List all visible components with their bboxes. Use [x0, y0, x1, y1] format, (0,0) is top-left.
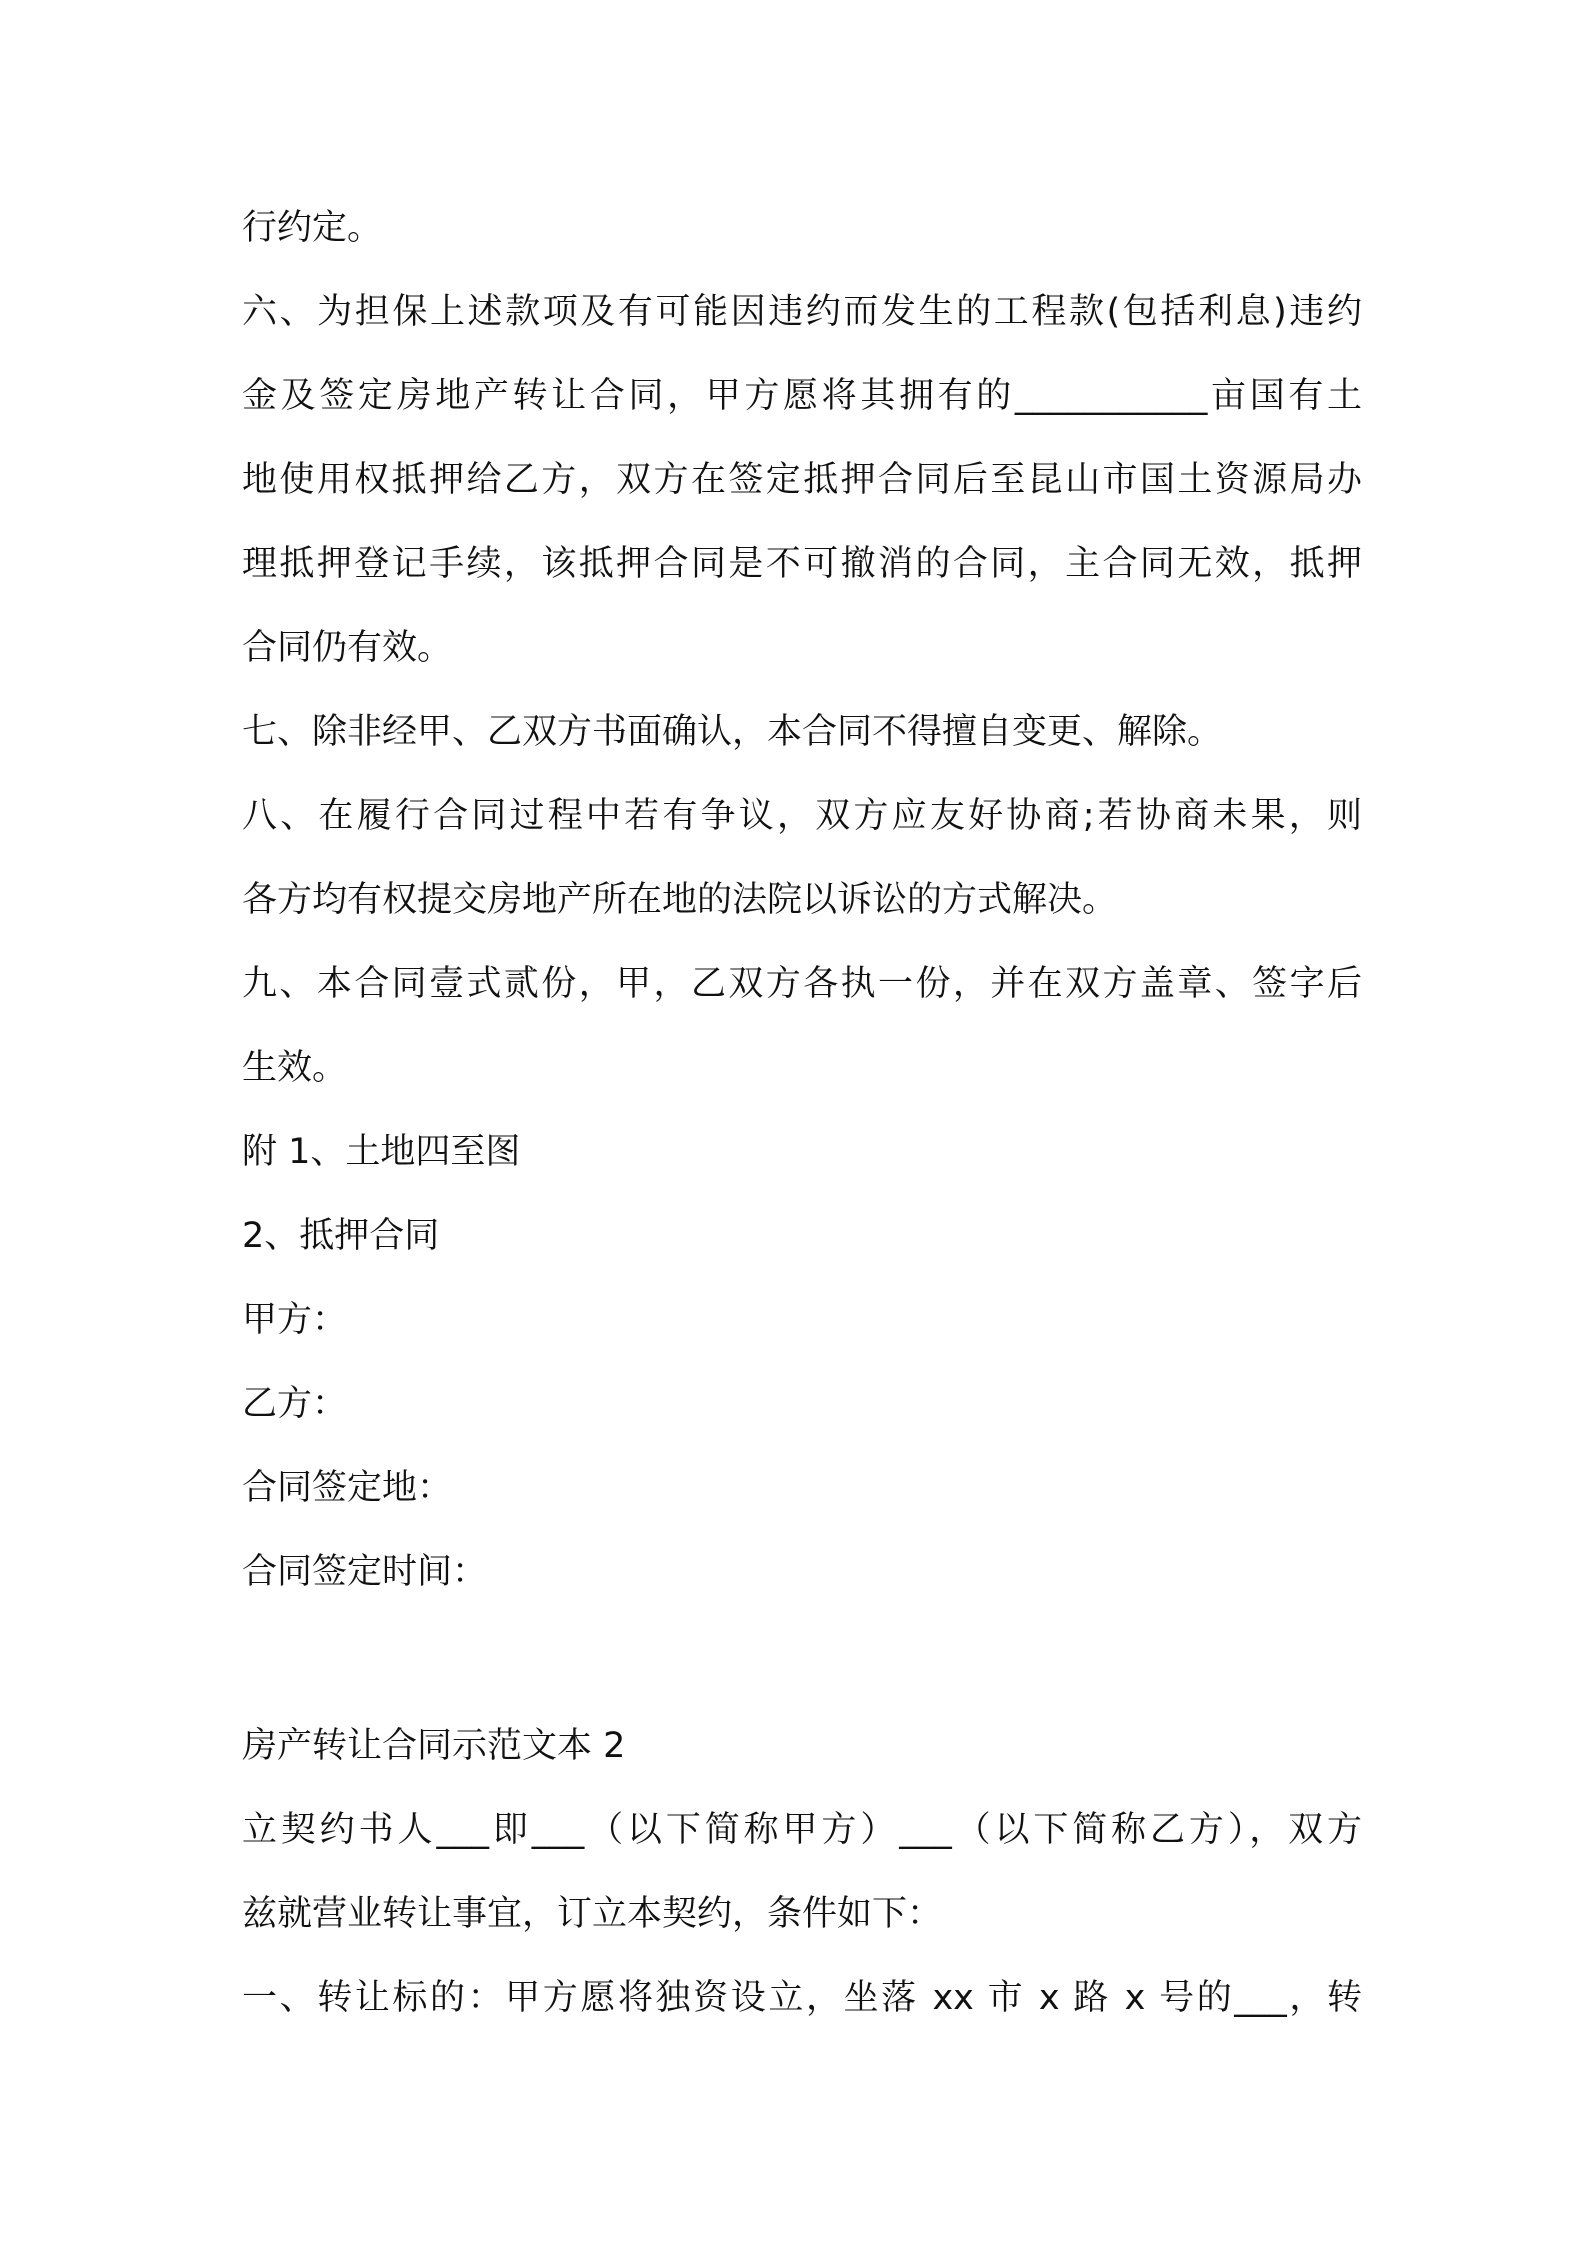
text-line: 各方均有权提交房地产所在地的法院以诉讼的方式解决。	[242, 880, 1118, 920]
section-heading: 房产转让合同示范文本 2	[242, 1726, 626, 1766]
text-line: 2、抵押合同	[242, 1216, 440, 1256]
text-line: 行约定。	[242, 208, 383, 248]
text-line: 八、在履行合同过程中若有争议，双方应友好协商;若协商未果，则	[242, 796, 1362, 836]
text-line: 金及签定房地产转让合同，甲方愿将其拥有的___________亩国有土	[242, 376, 1362, 416]
text-line: 合同签定时间：	[242, 1552, 488, 1592]
text-line: 合同仍有效。	[242, 628, 453, 668]
text-line: 地使用权抵押给乙方，双方在签定抵押合同后至昆山市国土资源局办	[242, 460, 1362, 500]
text-line: 九、本合同壹式贰份，甲，乙双方各执一份，并在双方盖章、签字后	[242, 964, 1362, 1004]
text-line: 六、为担保上述款项及有可能因违约而发生的工程款(包括利息)违约	[242, 292, 1362, 332]
text-line: 兹就营业转让事宜，订立本契约，条件如下：	[242, 1894, 943, 1934]
text-line: 合同签定地：	[242, 1468, 453, 1508]
text-line: 生效。	[242, 1048, 348, 1088]
text-line: 七、除非经甲、乙双方书面确认，本合同不得擅自变更、解除。	[242, 712, 1223, 752]
document-page	[242, 0, 1362, 2244]
text-line: 甲方：	[242, 1300, 348, 1340]
text-line: 理抵押登记手续，该抵押合同是不可撤消的合同，主合同无效，抵押	[242, 544, 1362, 584]
text-line: 附 1、土地四至图	[242, 1132, 521, 1172]
text-line: 乙方：	[242, 1384, 348, 1424]
text-line: 立契约书人___即___（以下简称甲方）___（以下简称乙方），双方	[242, 1810, 1362, 1850]
text-line: 一、转让标的：甲方愿将独资设立，坐落 xx 市 x 路 x 号的___，转	[242, 1978, 1362, 2018]
